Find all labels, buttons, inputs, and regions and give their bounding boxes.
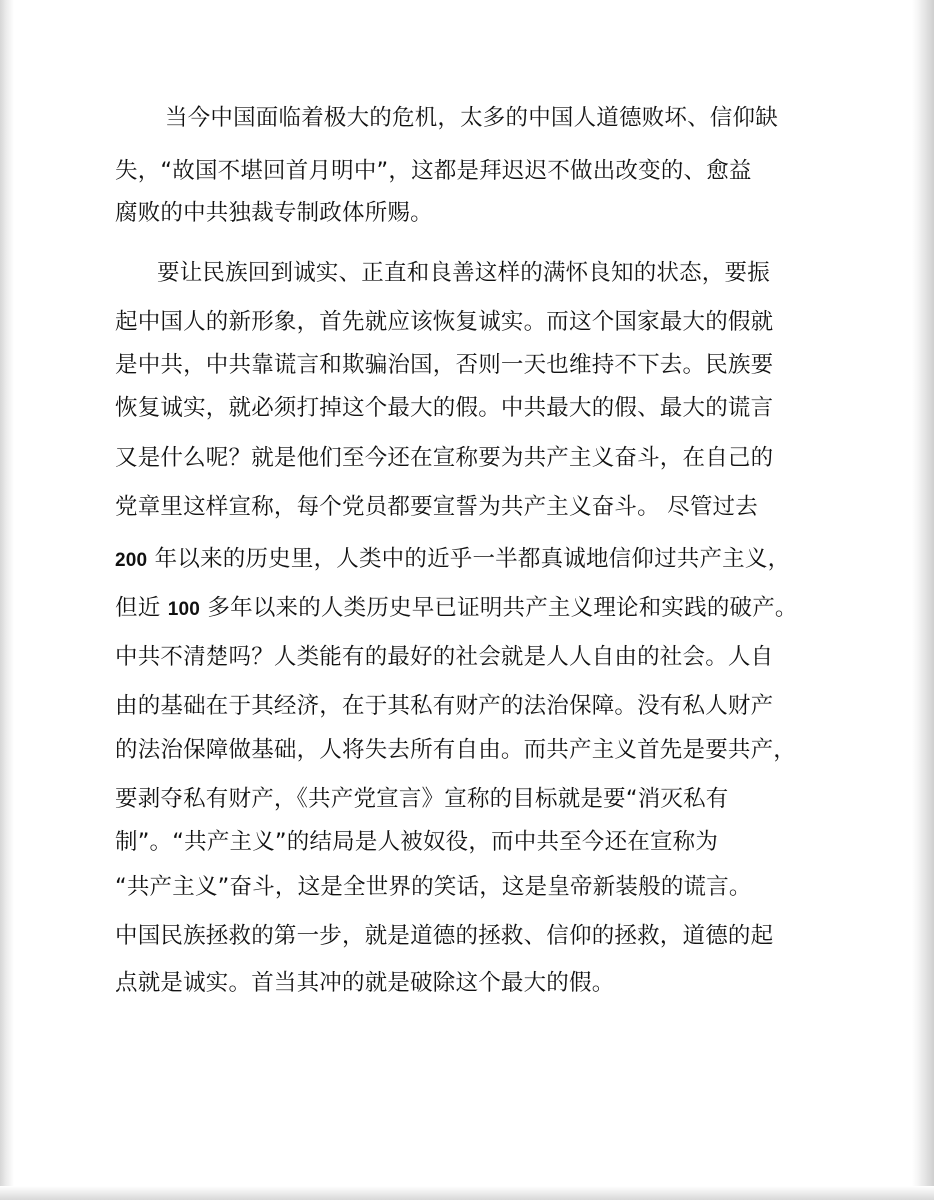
text-line: 腐败的中共独裁专制政体所赐。 <box>115 200 433 226</box>
text-segment: 年以来的历史里，人类中的近乎一半都真诚地信仰过共产主义， <box>147 546 791 572</box>
text-line <box>115 544 790 576</box>
text-line: 中共不清楚吗？人类能有的最好的社会就是人人自由的社会。人自 <box>115 644 774 670</box>
text-line: 失，“故国不堪回首月明中”，这都是拜迟迟不做出改变的、愈益 <box>115 158 752 184</box>
text-line: 要让民族回到诚实、正直和良善这样的满怀良知的状态，要振 <box>157 260 770 286</box>
text-line: 制”。“共产主义”的结局是人被奴役，而中共至今还在宣称为 <box>115 829 719 855</box>
text-line: 的法治保障做基础，人将失去所有自由。而共产主义首先是要共产， <box>115 737 797 763</box>
page-right-edge-shadow <box>912 0 934 1200</box>
text-line <box>115 593 798 625</box>
text-line: 恢复诚实，就必须打掉这个最大的假。中共最大的假、最大的谎言 <box>115 395 774 421</box>
page-left-edge-shadow <box>0 0 14 1200</box>
text-line: 要剥夺私有财产，《共产党宣言》宣称的目标就是要“消灭私有 <box>115 786 729 812</box>
number-100: 100 <box>167 599 201 620</box>
text-line: 中国民族拯救的第一步，就是道德的拯救、信仰的拯救，道德的起 <box>115 923 774 949</box>
text-segment: 多年以来的人类历史早已证明共产主义理论和实践的破产。 <box>200 595 798 621</box>
text-line: 起中国人的新形象，首先就应该恢复诚实。而这个国家最大的假就 <box>115 309 774 335</box>
text-line: 由的基础在于其经济，在于其私有财产的法治保障。没有私人财产 <box>115 693 774 719</box>
text-line: 又是什么呢？就是他们至今还在宣称要为共产主义奋斗，在自己的 <box>115 445 774 471</box>
number-200: 200 <box>115 550 148 571</box>
text-line: 点就是诚实。首当其冲的就是破除这个最大的假。 <box>115 970 615 996</box>
text-segment: 但近 <box>115 595 168 621</box>
text-line: 当今中国面临着极大的危机，太多的中国人道德败坏、信仰缺 <box>165 105 778 131</box>
page-bottom-edge-shadow <box>0 1186 934 1200</box>
text-line: 党章里这样宣称，每个党员都要宣誓为共产主义奋斗。 尽管过去 <box>115 494 758 520</box>
text-line: “共产主义”奋斗，这是全世界的笑话，这是皇帝新装般的谎言。 <box>115 874 752 900</box>
text-line: 是中共，中共靠谎言和欺骗治国，否则一天也维持不下去。民族要 <box>115 352 774 378</box>
